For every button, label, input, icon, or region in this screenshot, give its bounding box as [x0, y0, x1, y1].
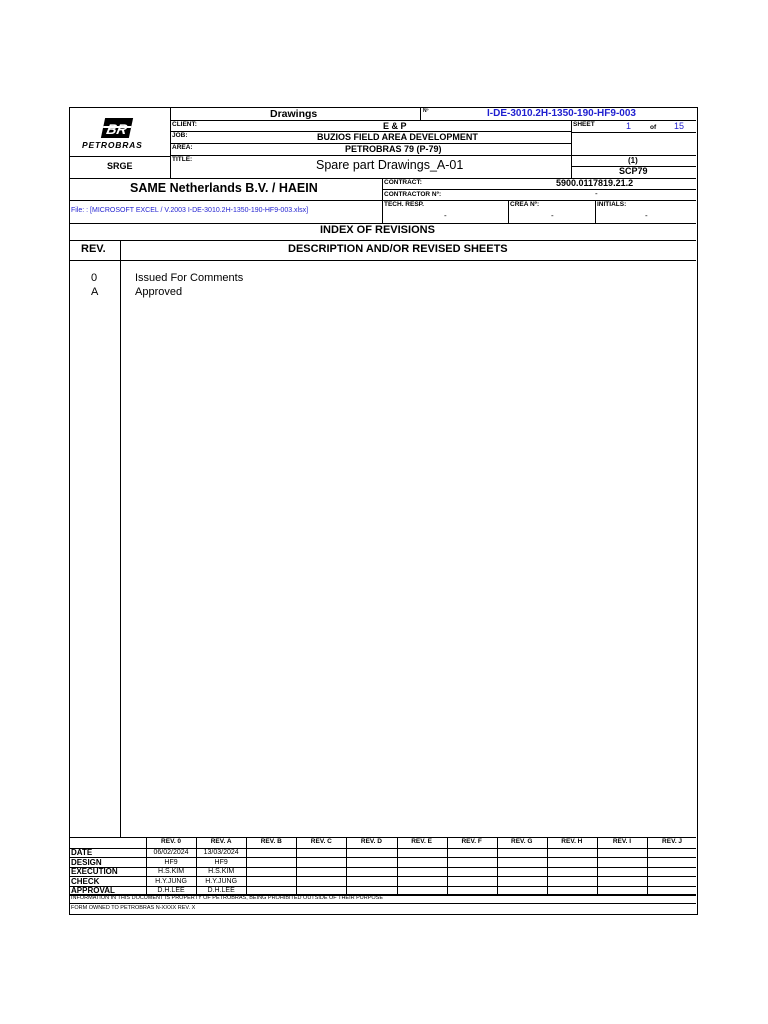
petrobras-logo: [70, 108, 170, 156]
description-header: DESCRIPTION AND/OR REVISED SHEETS: [288, 243, 508, 255]
initials-value: -: [645, 211, 648, 220]
rev-column-header: REV. H: [561, 838, 583, 845]
rev-row-label: DESIGN: [71, 857, 102, 867]
contractor-no-value: -: [595, 189, 598, 198]
rev-column-header: REV. E: [411, 838, 432, 845]
br-logo-text: BR: [105, 121, 129, 137]
rev-row-label: APPROVAL: [71, 886, 115, 895]
rev-column-header: REV. F: [461, 838, 482, 845]
doc-type: Drawings: [270, 108, 318, 120]
index-title: INDEX OF REVISIONS: [320, 224, 435, 236]
rev-cell: 06/02/2024: [153, 849, 189, 856]
title-label: TITLE:: [172, 156, 193, 163]
entry-description: Approved: [135, 286, 183, 298]
job-label: JOB:: [172, 132, 188, 139]
rev-column-header: REV. G: [511, 838, 533, 845]
entry-description: Issued For Comments: [135, 272, 244, 284]
sheet-label: SHEET: [573, 121, 595, 128]
rev-column-header: REV. 0: [161, 838, 182, 845]
rev-row-label: EXECUTION: [71, 867, 118, 876]
scp-value: SCP79: [619, 166, 648, 176]
rev-cell: H.Y.JUNG: [205, 877, 238, 885]
client-label: CLIENT:: [172, 121, 197, 128]
class-mark: (1): [628, 156, 638, 165]
contractor-name: SAME Netherlands B.V. / HAEIN: [130, 181, 318, 195]
rev-cell: 13/03/2024: [203, 849, 239, 856]
entry-rev: 0: [91, 272, 98, 284]
rev-column-header: REV. B: [260, 838, 282, 845]
area-value: PETROBRAS 79 (P-79): [345, 144, 442, 154]
rev-cell: H.S.KIM: [208, 868, 235, 875]
rev-column-header: REV. C: [310, 838, 332, 845]
number-label: Nº: [423, 108, 429, 114]
srge-label: SRGE: [107, 161, 133, 171]
contract-value: 5900.0117819.21.2: [556, 178, 634, 188]
rev-column-header: REV. I: [612, 838, 632, 845]
tech-resp-label: TECH. RESP.: [384, 201, 424, 208]
rev-cell: HF9: [214, 858, 228, 866]
rev-cell: H.Y.JUNG: [155, 877, 187, 885]
document-title: Spare part Drawings_A-01: [316, 158, 464, 172]
rev-row-label: DATE: [71, 848, 93, 857]
footer-form: FORM OWNED TO PETROBRAS N-XXXX REV. X: [71, 905, 196, 911]
entry-rev: A: [91, 286, 99, 298]
doc-number: I-DE-3010.2H-1350-190-HF9-003: [487, 108, 636, 119]
rev-column-header: REV. J: [662, 838, 683, 845]
tech-resp-value: -: [444, 211, 447, 220]
rev-cell: H.S.KIM: [158, 868, 185, 875]
footer-info: INFORMATION IN THIS DOCUMENT IS PROPERTY OF PETROBRAS, BEING PROHIBITED OUTSIDE OF THEIR PURPOSE: [71, 895, 384, 901]
crea-value: -: [551, 211, 554, 220]
rev-column-header: REV. A: [210, 838, 232, 845]
rev-column-header: REV. D: [360, 838, 382, 845]
contractor-no-label: CONTRACTOR Nº:: [384, 191, 442, 198]
br-logo-mark: [101, 118, 133, 138]
sheet-total: 15: [674, 121, 685, 131]
revision-table: [70, 837, 696, 895]
job-value: BUZIOS FIELD AREA DEVELOPMENT: [317, 132, 478, 142]
rev-header: REV.: [81, 243, 106, 255]
petrobras-wordmark: PETROBRAS: [82, 140, 143, 150]
rev-cell: HF9: [164, 858, 178, 866]
client-value: E & P: [383, 121, 407, 131]
crea-label: CREA Nº:: [510, 201, 540, 208]
rev-row-label: CHECK: [71, 876, 100, 886]
rev-cell: D.H.LEE: [157, 887, 185, 894]
initials-label: INITIALS:: [597, 201, 627, 208]
sheet-of: of: [650, 124, 657, 131]
contract-label: CONTRACT:: [384, 179, 422, 186]
rev-cell: D.H.LEE: [207, 887, 235, 894]
sheet-number: 1: [626, 121, 632, 131]
file-path: File: : [MICROSOFT EXCEL / V.2003 I-DE-3010.2H-1350-190-HF9-003.xlsx]: [71, 207, 309, 214]
area-label: AREA:: [172, 144, 193, 151]
